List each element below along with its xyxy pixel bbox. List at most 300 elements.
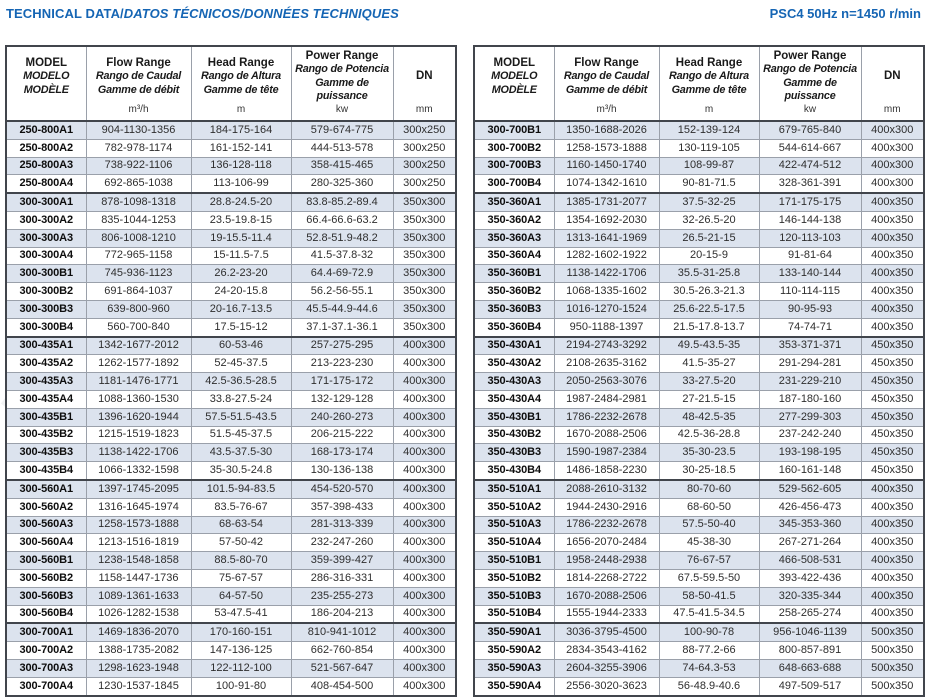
power-cell: 258-265-274 [759, 605, 861, 623]
head-cell: 15-11.5-7.5 [191, 247, 291, 265]
power-cell: 466-508-531 [759, 552, 861, 570]
column-header-power-line: Power Range [305, 50, 379, 63]
power-cell: 90-95-93 [759, 300, 861, 318]
model-cell: 350-360A1 [474, 193, 554, 211]
head-cell: 60-53-46 [191, 337, 291, 355]
flow-cell: 1670-2088-2506 [554, 587, 659, 605]
power-cell: 187-180-160 [759, 390, 861, 408]
flow-cell: 1313-1641-1969 [554, 229, 659, 247]
head-cell: 67.5-59.5-50 [659, 569, 759, 587]
flow-cell: 950-1188-1397 [554, 318, 659, 336]
column-header-flow [86, 46, 191, 121]
table-row [6, 623, 456, 641]
flow-cell: 1238-1548-1858 [86, 552, 191, 570]
flow-cell: 1298-1623-1948 [86, 659, 191, 677]
column-header-model [474, 46, 554, 121]
head-cell: 30.5-26.3-21.3 [659, 283, 759, 301]
dn-cell: 350x300 [393, 247, 456, 265]
power-cell: 171-175-175 [759, 193, 861, 211]
power-cell: 231-229-210 [759, 373, 861, 391]
head-cell: 17.5-15-12 [191, 318, 291, 336]
model-cell: 350-360B3 [474, 300, 554, 318]
dn-cell: 400x300 [393, 355, 456, 373]
flow-cell: 1068-1335-1602 [554, 283, 659, 301]
dn-cell: 500x350 [861, 659, 924, 677]
model-cell: 350-430A4 [474, 390, 554, 408]
table-row [474, 337, 924, 355]
power-cell: 56.2-56-55.1 [291, 283, 393, 301]
flow-cell: 738-922-1106 [86, 157, 191, 175]
column-header-power-line: Power Range [773, 50, 847, 63]
model-cell: 300-435B3 [6, 444, 86, 462]
model-cell: 300-700A2 [6, 642, 86, 660]
head-cell: 80-70-60 [659, 480, 759, 498]
column-header-head [191, 46, 291, 121]
column-header-dn [861, 46, 924, 121]
model-cell: 350-430A2 [474, 355, 554, 373]
power-cell: 110-114-115 [759, 283, 861, 301]
power-cell: 679-765-840 [759, 121, 861, 139]
dn-cell: 400x300 [393, 516, 456, 534]
power-cell: 37.1-37.1-36.1 [291, 318, 393, 336]
dn-cell: 350x300 [393, 265, 456, 283]
table-row [474, 444, 924, 462]
dn-cell: 400x350 [861, 498, 924, 516]
head-cell: 152-139-124 [659, 121, 759, 139]
head-cell: 33-27.5-20 [659, 373, 759, 391]
power-cell: 232-247-260 [291, 534, 393, 552]
flow-cell: 782-978-1174 [86, 139, 191, 157]
dn-cell: 400x300 [393, 587, 456, 605]
power-cell: 497-509-517 [759, 677, 861, 695]
power-cell: 74-74-71 [759, 318, 861, 336]
dn-cell: 350x300 [393, 229, 456, 247]
column-header-power-line: Rango de Potencia [763, 63, 857, 76]
dn-cell: 400x300 [393, 390, 456, 408]
head-cell: 33.8-27.5-24 [191, 390, 291, 408]
column-unit-power: kw [335, 104, 349, 115]
flow-cell: 1388-1735-2082 [86, 642, 191, 660]
page-title-translations: DATOS TÉCNICOS/DONNÉES TECHNIQUES [123, 6, 399, 21]
power-cell: 810-941-1012 [291, 623, 393, 641]
model-cell: 300-300A4 [6, 247, 86, 265]
flow-cell: 691-864-1037 [86, 283, 191, 301]
column-header-flow-line: Rango de Caudal [563, 70, 650, 83]
column-header-head-line: Head Range [675, 56, 743, 69]
dn-cell: 400x350 [861, 229, 924, 247]
flow-cell: 2088-2610-3132 [554, 480, 659, 498]
model-cell: 350-360B4 [474, 318, 554, 336]
head-cell: 26.5-21-15 [659, 229, 759, 247]
dn-cell: 400x300 [861, 139, 924, 157]
table-row [6, 337, 456, 355]
power-cell: 521-567-647 [291, 659, 393, 677]
head-cell: 48-42.5-35 [659, 408, 759, 426]
model-cell: 350-510B1 [474, 552, 554, 570]
power-cell: 648-663-688 [759, 659, 861, 677]
power-cell: 579-674-775 [291, 121, 393, 139]
dn-cell: 450x350 [861, 337, 924, 355]
table-row [6, 426, 456, 444]
head-cell: 122-112-100 [191, 659, 291, 677]
flow-cell: 1262-1577-1892 [86, 355, 191, 373]
dn-cell: 400x350 [861, 569, 924, 587]
dn-cell: 400x300 [393, 480, 456, 498]
model-cell: 300-700B4 [474, 175, 554, 193]
head-cell: 161-152-141 [191, 139, 291, 157]
table-row [6, 300, 456, 318]
table-row [474, 498, 924, 516]
table-row [474, 623, 924, 641]
head-cell: 147-136-125 [191, 642, 291, 660]
power-cell: 359-399-427 [291, 552, 393, 570]
power-cell: 393-422-436 [759, 569, 861, 587]
power-cell: 358-415-465 [291, 157, 393, 175]
dn-cell: 450x350 [861, 373, 924, 391]
power-cell: 345-353-360 [759, 516, 861, 534]
table-row [474, 211, 924, 229]
flow-cell: 1385-1731-2077 [554, 193, 659, 211]
power-cell: 280-325-360 [291, 175, 393, 193]
model-cell: 350-430B3 [474, 444, 554, 462]
power-cell: 52.8-51.9-48.2 [291, 229, 393, 247]
flow-cell: 835-1044-1253 [86, 211, 191, 229]
dn-cell: 450x350 [861, 444, 924, 462]
power-cell: 193-198-195 [759, 444, 861, 462]
model-cell: 300-300B1 [6, 265, 86, 283]
head-cell: 113-106-99 [191, 175, 291, 193]
dn-cell: 400x350 [861, 247, 924, 265]
dn-cell: 400x350 [861, 587, 924, 605]
column-header-dn-line: DN [415, 70, 433, 83]
column-unit-flow: m³/h [128, 104, 149, 115]
table-row [474, 587, 924, 605]
dn-cell: 300x250 [393, 157, 456, 175]
table-row [6, 355, 456, 373]
flow-cell: 745-936-1123 [86, 265, 191, 283]
table-row [6, 211, 456, 229]
head-cell: 30-25-18.5 [659, 462, 759, 480]
column-header-flow-line: Flow Range [574, 56, 639, 69]
power-cell: 168-173-174 [291, 444, 393, 462]
head-cell: 52-45-37.5 [191, 355, 291, 373]
head-cell: 83.5-76-67 [191, 498, 291, 516]
flow-cell: 1814-2268-2722 [554, 569, 659, 587]
power-cell: 328-361-391 [759, 175, 861, 193]
head-cell: 76-67-57 [659, 552, 759, 570]
model-cell: 300-300A1 [6, 193, 86, 211]
column-header-model-line: MODEL [25, 56, 68, 69]
column-header-head-line: Head Range [207, 56, 275, 69]
column-header-flow-line: Gamme de débit [97, 83, 180, 96]
table-row [474, 677, 924, 695]
table-row [6, 534, 456, 552]
head-cell: 35-30-23.5 [659, 444, 759, 462]
table-row [474, 175, 924, 193]
flow-cell: 878-1098-1318 [86, 193, 191, 211]
power-cell: 160-161-148 [759, 462, 861, 480]
model-cell: 300-435A4 [6, 390, 86, 408]
column-unit-head: m [704, 104, 714, 115]
power-cell: 357-398-433 [291, 498, 393, 516]
flow-cell: 1987-2484-2981 [554, 390, 659, 408]
table-row [6, 283, 456, 301]
table-row [6, 175, 456, 193]
flow-cell: 1088-1360-1530 [86, 390, 191, 408]
table-row [474, 265, 924, 283]
model-cell: 300-560A4 [6, 534, 86, 552]
power-cell: 132-129-128 [291, 390, 393, 408]
dn-cell: 400x350 [861, 193, 924, 211]
column-header-head-line: Rango de Altura [201, 70, 281, 83]
table-row [474, 516, 924, 534]
dn-cell: 300x250 [393, 139, 456, 157]
dn-cell: 400x300 [393, 605, 456, 623]
table-row [6, 229, 456, 247]
column-header-dn [393, 46, 456, 121]
head-cell: 26.2-23-20 [191, 265, 291, 283]
flow-cell: 1160-1450-1740 [554, 157, 659, 175]
dn-cell: 400x300 [393, 444, 456, 462]
model-cell: 250-800A4 [6, 175, 86, 193]
head-cell: 45-38-30 [659, 534, 759, 552]
head-cell: 20-16.7-13.5 [191, 300, 291, 318]
power-cell: 120-113-103 [759, 229, 861, 247]
column-unit-model [7, 104, 86, 120]
dn-cell: 400x300 [393, 462, 456, 480]
column-header-head-line: Gamme de tête [671, 83, 747, 96]
head-cell: 74-64.3-53 [659, 659, 759, 677]
model-cell: 350-510A4 [474, 534, 554, 552]
flow-cell: 1944-2430-2916 [554, 498, 659, 516]
power-cell: 213-223-230 [291, 355, 393, 373]
head-cell: 75-67-57 [191, 569, 291, 587]
column-header-power-line: Gamme de puissance [315, 76, 369, 103]
head-cell: 51.5-45-37.5 [191, 426, 291, 444]
table-row [474, 373, 924, 391]
head-cell: 100-91-80 [191, 677, 291, 695]
dn-cell: 400x300 [393, 373, 456, 391]
column-header-power-line: Rango de Potencia [295, 63, 389, 76]
column-header-model-line: MODÈLE [491, 83, 537, 96]
model-cell: 250-800A1 [6, 121, 86, 139]
column-unit-dn: mm [415, 104, 433, 115]
model-cell: 300-300B4 [6, 318, 86, 336]
power-cell: 83.8-85.2-89.4 [291, 193, 393, 211]
dn-cell: 400x350 [861, 516, 924, 534]
power-cell: 237-242-240 [759, 426, 861, 444]
table-row [6, 121, 456, 139]
column-header-model [6, 46, 86, 121]
pump-series-spec: PSC4 50Hz n=1450 r/min [769, 6, 921, 21]
model-cell: 350-430A1 [474, 337, 554, 355]
table-row [474, 642, 924, 660]
dn-cell: 400x350 [861, 211, 924, 229]
flow-cell: 1316-1645-1974 [86, 498, 191, 516]
dn-cell: 450x350 [861, 462, 924, 480]
power-cell: 426-456-473 [759, 498, 861, 516]
dn-cell: 350x300 [393, 211, 456, 229]
page-title-main: TECHNICAL DATA/ [6, 6, 124, 21]
table-row [6, 677, 456, 695]
dn-cell: 400x350 [861, 283, 924, 301]
head-cell: 108-99-87 [659, 157, 759, 175]
table-row [474, 300, 924, 318]
table-row [474, 462, 924, 480]
flow-cell: 639-800-960 [86, 300, 191, 318]
flow-cell: 1656-2070-2484 [554, 534, 659, 552]
head-cell: 20-15-9 [659, 247, 759, 265]
flow-cell: 1138-1422-1706 [554, 265, 659, 283]
flow-cell: 1342-1677-2012 [86, 337, 191, 355]
flow-cell: 1181-1476-1771 [86, 373, 191, 391]
dn-cell: 400x300 [393, 569, 456, 587]
flow-cell: 1258-1573-1888 [86, 516, 191, 534]
column-unit-power: kw [803, 104, 817, 115]
flow-cell: 3036-3795-4500 [554, 623, 659, 641]
power-cell: 66.4-66.6-63.2 [291, 211, 393, 229]
head-cell: 37.5-32-25 [659, 193, 759, 211]
model-cell: 300-560B1 [6, 552, 86, 570]
table-row [6, 247, 456, 265]
dn-cell: 300x250 [393, 121, 456, 139]
flow-cell: 772-965-1158 [86, 247, 191, 265]
head-cell: 24-20-15.8 [191, 283, 291, 301]
table-row [474, 408, 924, 426]
dn-cell: 400x300 [393, 337, 456, 355]
table-row [474, 605, 924, 623]
flow-cell: 806-1008-1210 [86, 229, 191, 247]
model-cell: 350-510B3 [474, 587, 554, 605]
model-cell: 350-510A1 [474, 480, 554, 498]
page-title [6, 6, 399, 21]
dn-cell: 400x300 [393, 408, 456, 426]
flow-cell: 1397-1745-2095 [86, 480, 191, 498]
column-header-model-line: MODEL [493, 56, 536, 69]
table-row [6, 373, 456, 391]
flow-cell: 1089-1361-1633 [86, 587, 191, 605]
head-cell: 101.5-94-83.5 [191, 480, 291, 498]
table-row [474, 229, 924, 247]
model-cell: 350-430A3 [474, 373, 554, 391]
table-row [6, 516, 456, 534]
dn-cell: 400x300 [393, 426, 456, 444]
power-cell: 91-81-64 [759, 247, 861, 265]
model-cell: 350-510A2 [474, 498, 554, 516]
flow-cell: 1486-1858-2230 [554, 462, 659, 480]
column-header-dn-line: DN [883, 70, 901, 83]
flow-cell: 2604-3255-3906 [554, 659, 659, 677]
dn-cell: 500x350 [861, 677, 924, 695]
head-cell: 64-57-50 [191, 587, 291, 605]
head-cell: 57.5-50-40 [659, 516, 759, 534]
power-cell: 130-136-138 [291, 462, 393, 480]
header-row [6, 46, 456, 121]
head-cell: 58-50-41.5 [659, 587, 759, 605]
title-bar [6, 6, 921, 21]
flow-cell: 692-865-1038 [86, 175, 191, 193]
table-row [474, 355, 924, 373]
dn-cell: 450x350 [861, 408, 924, 426]
flow-cell: 1066-1332-1598 [86, 462, 191, 480]
model-cell: 300-300A3 [6, 229, 86, 247]
power-cell: 353-371-371 [759, 337, 861, 355]
dn-cell: 400x350 [861, 480, 924, 498]
table-row [474, 480, 924, 498]
power-cell: 41.5-37.8-32 [291, 247, 393, 265]
dn-cell: 400x300 [393, 659, 456, 677]
power-cell: 286-316-331 [291, 569, 393, 587]
model-cell: 300-560A1 [6, 480, 86, 498]
dn-cell: 450x350 [861, 355, 924, 373]
table-row [6, 390, 456, 408]
flow-cell: 1258-1573-1888 [554, 139, 659, 157]
column-header-head-line: Rango de Altura [669, 70, 749, 83]
model-cell: 350-430B1 [474, 408, 554, 426]
table-row [474, 390, 924, 408]
model-cell: 300-300A2 [6, 211, 86, 229]
dn-cell: 400x300 [861, 175, 924, 193]
model-cell: 350-590A3 [474, 659, 554, 677]
flow-cell: 2108-2635-3162 [554, 355, 659, 373]
table-row [6, 552, 456, 570]
dn-cell: 400x300 [393, 498, 456, 516]
model-cell: 300-300B3 [6, 300, 86, 318]
table-row [6, 587, 456, 605]
table-row [474, 283, 924, 301]
dn-cell: 400x350 [861, 300, 924, 318]
power-cell: 281-313-339 [291, 516, 393, 534]
table-row [474, 157, 924, 175]
model-cell: 300-435B2 [6, 426, 86, 444]
head-cell: 23.5-19.8-15 [191, 211, 291, 229]
flow-cell: 1590-1987-2384 [554, 444, 659, 462]
model-cell: 350-430B2 [474, 426, 554, 444]
column-header-power [291, 46, 393, 121]
dn-cell: 400x300 [393, 552, 456, 570]
power-cell: 64.4-69-72.9 [291, 265, 393, 283]
column-header-head [659, 46, 759, 121]
column-unit-flow: m³/h [596, 104, 617, 115]
table-row [474, 534, 924, 552]
model-cell: 350-360B1 [474, 265, 554, 283]
power-cell: 408-454-500 [291, 677, 393, 695]
dn-cell: 350x300 [393, 283, 456, 301]
flow-cell: 1213-1516-1819 [86, 534, 191, 552]
table-row [6, 498, 456, 516]
flow-cell: 1958-2448-2938 [554, 552, 659, 570]
power-cell: 800-857-891 [759, 642, 861, 660]
head-cell: 68-63-54 [191, 516, 291, 534]
table-row [6, 659, 456, 677]
dn-cell: 350x300 [393, 318, 456, 336]
technical-data-table-left [5, 45, 457, 697]
model-cell: 300-700A4 [6, 677, 86, 695]
model-cell: 350-360A3 [474, 229, 554, 247]
column-header-flow [554, 46, 659, 121]
table-row [6, 139, 456, 157]
dn-cell: 400x350 [861, 318, 924, 336]
dn-cell: 400x350 [861, 534, 924, 552]
power-cell: 267-271-264 [759, 534, 861, 552]
head-cell: 43.5-37.5-30 [191, 444, 291, 462]
model-cell: 350-360A2 [474, 211, 554, 229]
flow-cell: 904-1130-1356 [86, 121, 191, 139]
model-cell: 300-700A3 [6, 659, 86, 677]
power-cell: 206-215-222 [291, 426, 393, 444]
head-cell: 130-119-105 [659, 139, 759, 157]
model-cell: 300-560B3 [6, 587, 86, 605]
